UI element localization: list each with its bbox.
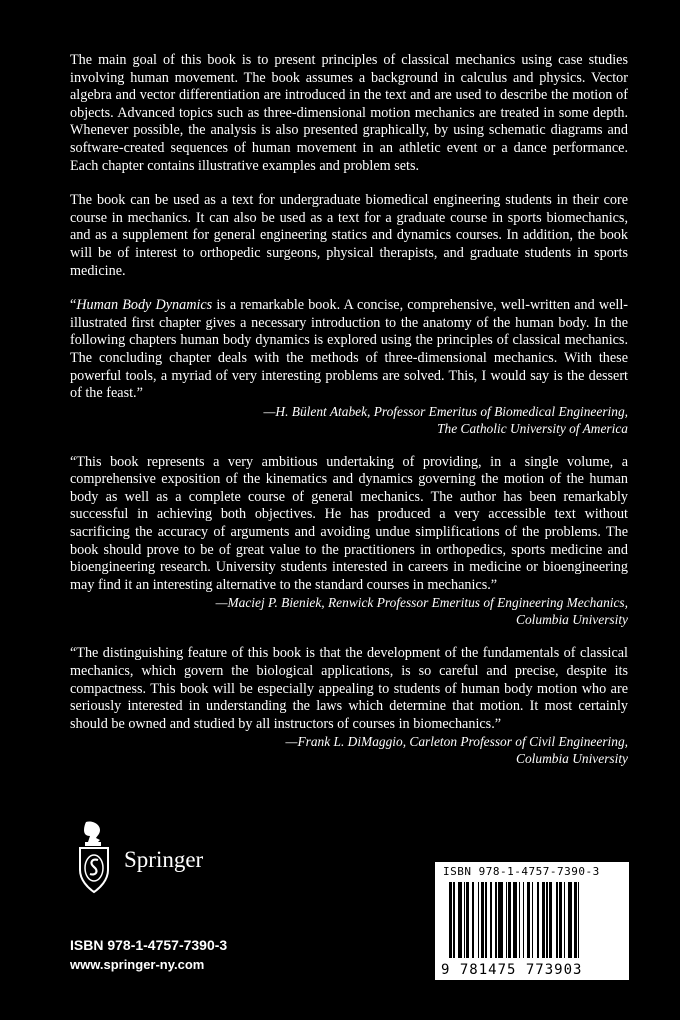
barcode-isbn-label: ISBN 978-1-4757-7390-3 <box>443 865 600 878</box>
review-quote-3-text: “The distinguishing feature of this book is that the development of the fundamentals of classical mechanics, which govern the biological applications, is so careful and precise, despite its compactness. This book will be especially appealing to students of human body motion who are seriously interested in understanding the laws which determine that motion. It most certainly should be owned and studied by all instructors of courses in biomechanics.” <box>70 645 628 732</box>
barcode-bar <box>537 882 538 958</box>
publisher-url: www.springer-ny.com <box>70 957 205 972</box>
barcode-bar <box>578 882 579 958</box>
barcode-bar <box>498 882 502 958</box>
barcode-bar <box>485 882 486 958</box>
barcode-bar <box>546 882 547 958</box>
springer-wordmark: Springer <box>124 847 204 872</box>
barcode-bar <box>495 882 496 958</box>
barcode-bar <box>449 882 452 958</box>
barcode-bar <box>466 882 469 958</box>
barcode-bar <box>564 882 565 958</box>
barcode-bar <box>523 882 524 958</box>
review-quote-2-text: “This book represents a very ambitious undertaking of providing, in a single volume, a comprehensive exposition of the kinematics and dynamics governing the motion of the human body as well as a complete course of general mechanics. The author has been remarkably successful in achieving both objectives. He has produced a very accessible text without sacrificing the accuracy of arguments and avoiding undue simplifications of the problems. The book should prove to be of great value to the practitioners in orthopedics, sports medicine and bioengineering research. University students interested in careers in medicine or bioengineering may find it an interesting alternative to the standard courses in mechanics.” <box>70 453 628 593</box>
barcode-bar <box>513 882 517 958</box>
barcode-bar <box>506 882 507 958</box>
review-quote-3 <box>70 645 628 767</box>
review-quote-1-text: “Human Body Dynamics is a remarkable book. A concise, comprehensive, well-written and well-illustrated first chapter gives a necessary introduction to the anatomy of the human body. In the following chapters human body dynamics is explored using the principles of classical mechanics. The concluding chapter deals with the methods of three-dimensional mechanics. With these powerful tools, a myriad of very interesting problems are solved. This, I would say is the dessert of the feast.” <box>70 297 628 402</box>
barcode-bar <box>481 882 484 958</box>
review-quote-3-attribution: —Frank L. DiMaggio, Carleton Professor of Civil Engineering, Columbia University <box>285 734 628 767</box>
review-quote-1 <box>70 297 628 437</box>
barcode-bar <box>568 882 572 958</box>
barcode-bar <box>453 882 454 958</box>
barcode-bar <box>527 882 530 958</box>
isbn-text: ISBN 978-1-4757-7390-3 <box>70 937 228 953</box>
barcode-bar <box>542 882 545 958</box>
barcode-bar <box>556 882 557 958</box>
description-paragraph-2: The book can be used as a text for undergraduate biomedical engineering students in their core course in mechanics. It can also be used as a text for a graduate course in sports biomechanics, and as a supplement for general engineering statics and dynamics courses. In addition, the book will be of interest to orthopedic surgeons, physical therapists, and graduate students in sports medicine. <box>70 192 628 279</box>
back-cover-text <box>70 52 628 784</box>
springer-logo <box>70 818 270 898</box>
barcode-bar <box>490 882 493 958</box>
review-quote-2 <box>70 454 628 629</box>
barcode-bar <box>519 882 520 958</box>
barcode-bar <box>549 882 552 958</box>
barcode-digits: 9 781475 773903 <box>441 962 583 978</box>
barcode-bar <box>559 882 562 958</box>
book-title: Human Body Dynamics <box>76 297 213 314</box>
description-paragraph-1: The main goal of this book is to present principles of classical mechanics using case studies involving human movement. The book assumes a background in calculus and physics. Vector algebra and vector differentiation are introduced in the text and are used to describe the motion of objects. Advanced topics such as three-dimensional motion mechanics are treated in some depth. Whenever possible, the analysis is also presented graphically, by using schematic diagrams and software-created sequences of human movement in an athletic event or a dance performance. Each chapter contains illustrative examples and problem sets. <box>70 52 628 174</box>
barcode-bar <box>574 882 577 958</box>
publisher-info <box>70 935 227 975</box>
review-quote-1-attribution: —H. Bülent Atabek, Professor Emeritus of Biomedical Engineering, The Catholic University of America <box>263 403 628 436</box>
barcode-bar <box>458 882 462 958</box>
barcode-bar <box>478 882 479 958</box>
barcode-bar <box>464 882 465 958</box>
review-quote-2-attribution: —Maciej P. Bieniek, Renwick Professor Emeritus of Engineering Mechanics, Columbia University <box>215 595 628 628</box>
springer-knight-logo-icon <box>70 818 118 898</box>
barcode <box>435 862 629 980</box>
barcode-bar <box>508 882 511 958</box>
barcode-bar <box>472 882 473 958</box>
barcode-bars <box>449 882 621 964</box>
barcode-bar <box>532 882 533 958</box>
